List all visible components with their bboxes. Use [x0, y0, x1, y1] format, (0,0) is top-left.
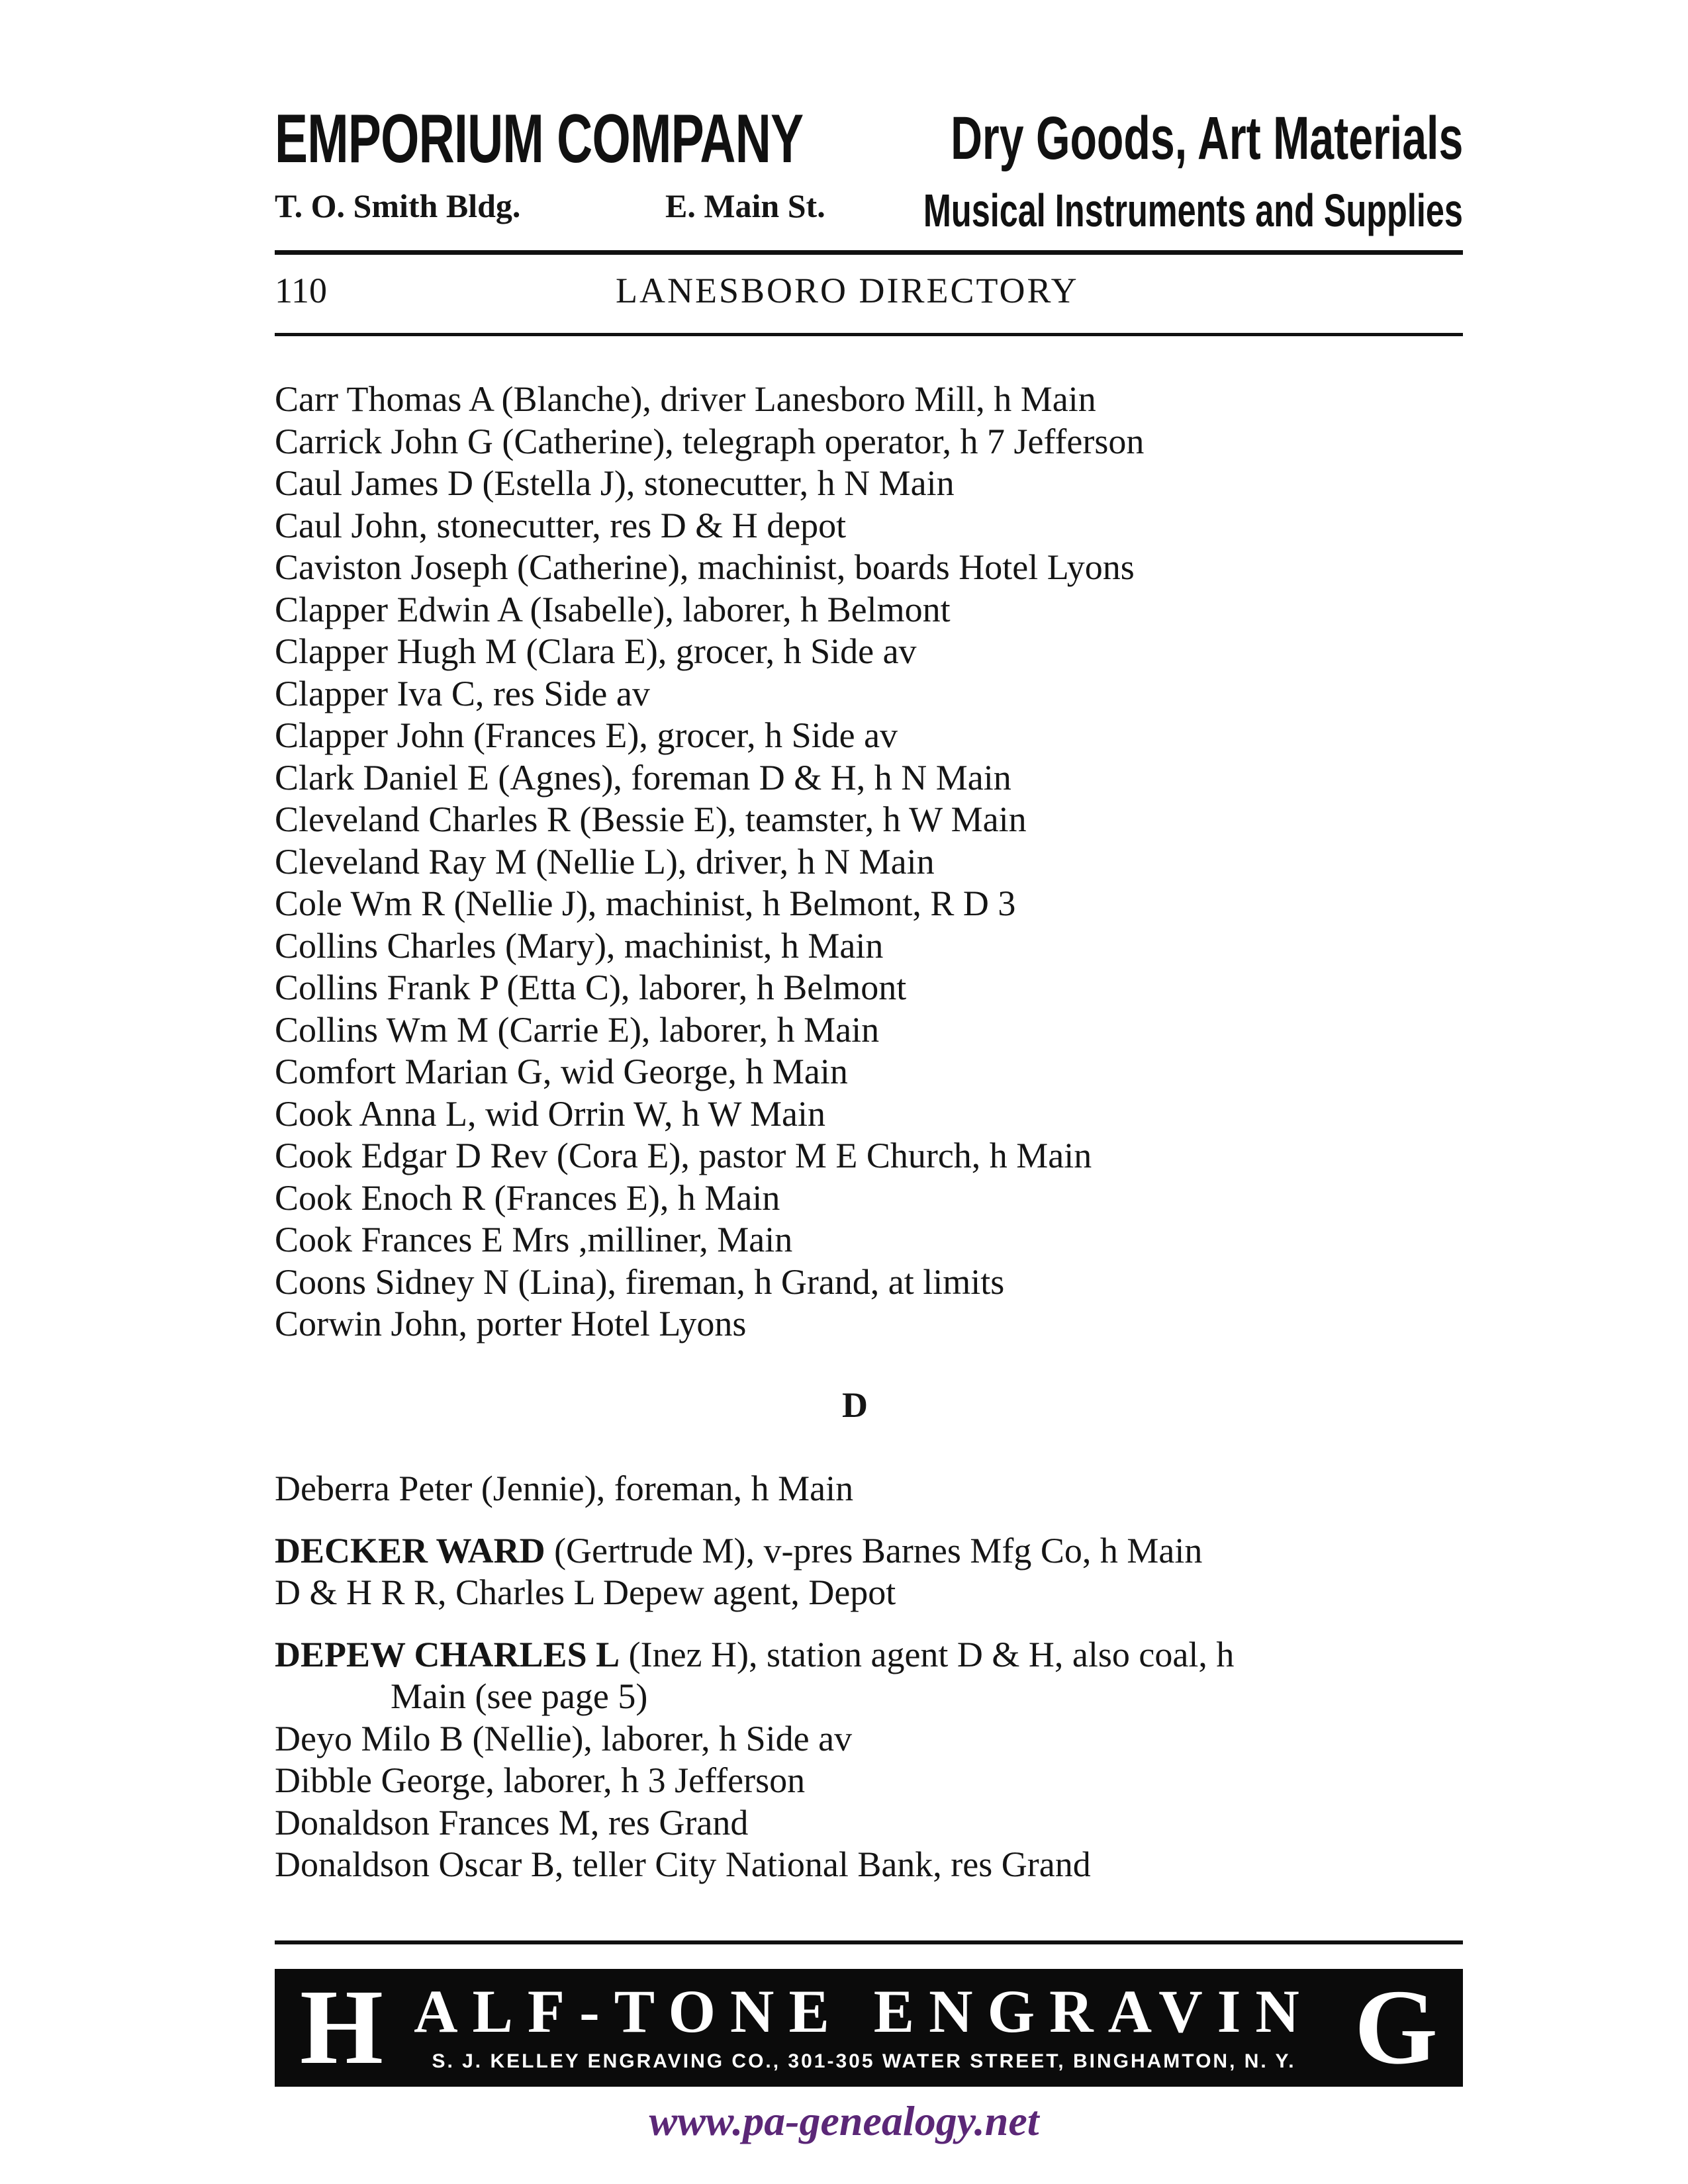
directory-entry: Corwin John, porter Hotel Lyons: [275, 1304, 747, 1343]
header-divider: [275, 250, 1463, 255]
directory-entry: Coons Sidney N (Lina), fireman, h Grand, at limits: [275, 1261, 1005, 1302]
goods-line: Dry Goods, Art Materials: [950, 105, 1463, 172]
ad-initial-letter: H: [300, 1969, 384, 2087]
directory-entry: Collins Charles (Mary), machinist, h Main: [275, 925, 884, 966]
directory-entry: Deyo Milo B (Nellie), laborer, h Side av: [275, 1718, 853, 1758]
directory-entry: Dibble George, laborer, h 3 Jefferson: [275, 1760, 806, 1800]
directory-entry: Collins Wm M (Carrie E), laborer, h Main: [275, 1009, 880, 1050]
entry-name-bold: DEPEW CHARLES L: [275, 1634, 620, 1674]
directory-entry: Carrick John G (Catherine), telegraph operator, h 7 Jefferson: [275, 421, 1145, 461]
directory-entry: Carr Thomas A (Blanche), driver Lanesboro Mill, h Main: [275, 379, 1096, 419]
directory-entry: Cleveland Charles R (Bessie E), teamster, h W Main: [275, 799, 1027, 839]
directory-entry: Clark Daniel E (Agnes), foreman D & H, h N Main: [275, 757, 1011, 797]
directory-entry-depew: [275, 1634, 1466, 1676]
footer-url: www.pa-genealogy.net: [649, 2097, 1039, 2144]
top-advertisement: [275, 99, 1463, 238]
directory-entry: Cook Anna L, wid Orrin W, h W Main: [275, 1093, 825, 1134]
directory-entry: D & H R R, Charles L Depew agent, Depot: [275, 1572, 896, 1612]
entry-detail: (Gertrude M), v-pres Barnes Mfg Co, h Main: [545, 1530, 1203, 1570]
page-number: 110: [275, 271, 327, 310]
directory-entry: Clapper Edwin A (Isabelle), laborer, h Belmont: [275, 589, 951, 629]
directory-entry: Collins Frank P (Etta C), laborer, h Belmont: [275, 968, 907, 1007]
directory-entry: Cleveland Ray M (Nellie L), driver, h N Main: [275, 841, 935, 882]
directory-entry: Clapper Iva C, res Side av: [275, 673, 650, 713]
bottom-advertisement: [275, 1969, 1463, 2087]
directory-entry: Comfort Marian G, wid George, h Main: [275, 1052, 848, 1091]
ad-subline: S. J. KELLEY ENGRAVING CO., 301-305 WATER STREET, BINGHAMTON, N. Y.: [432, 2050, 1296, 2072]
instruments-line: Musical Instruments and Supplies: [923, 185, 1463, 236]
entry-detail: (Inez H), station agent D & H, also coal, h: [620, 1634, 1235, 1674]
directory-entry: Cook Enoch R (Frances E), h Main: [275, 1177, 780, 1218]
directory-entry: Caul John, stonecutter, res D & H depot: [275, 505, 847, 545]
running-head-divider: [275, 333, 1463, 336]
directory-entry: Cook Edgar D Rev (Cora E), pastor M E Church, h Main: [275, 1136, 1092, 1175]
directory-entries-c: [275, 379, 1466, 1345]
directory-entry: Clapper John (Frances E), grocer, h Side av: [275, 715, 898, 755]
entry-continuation: Main (see page 5): [391, 1676, 648, 1716]
section-letter-d: D: [842, 1385, 868, 1425]
directory-entry: Caul James D (Estella J), stonecutter, h N Main: [275, 463, 955, 503]
ad-headline: ALF-TONE ENGRAVIN: [414, 1978, 1314, 2045]
ad-final-letter: G: [1354, 1969, 1438, 2087]
directory-entry: Clapper Hugh M (Clara E), grocer, h Side av: [275, 631, 917, 671]
directory-entry: Caviston Joseph (Catherine), machinist, boards Hotel Lyons: [275, 547, 1135, 587]
entry-name-bold: DECKER WARD: [275, 1530, 545, 1570]
building-address: T. O. Smith Bldg.: [275, 187, 521, 224]
directory-entry: Deberra Peter (Jennie), foreman, h Main: [275, 1469, 854, 1508]
directory-entries-d: [275, 1468, 1466, 1886]
company-name: EMPORIUM COMPANY: [275, 101, 804, 177]
directory-entry: Donaldson Frances M, res Grand: [275, 1802, 749, 1843]
directory-entry-decker: [275, 1530, 1466, 1572]
directory-entry: Donaldson Oscar B, teller City National Bank, res Grand: [275, 1844, 1091, 1884]
footer-divider: [275, 1940, 1463, 1944]
running-head: LANESBORO DIRECTORY: [616, 271, 1079, 310]
directory-entry: Cole Wm R (Nellie J), machinist, h Belmont, R D 3: [275, 884, 1016, 923]
directory-entry: Cook Frances E Mrs ,milliner, Main: [275, 1220, 793, 1259]
street-address: E. Main St.: [665, 187, 825, 224]
